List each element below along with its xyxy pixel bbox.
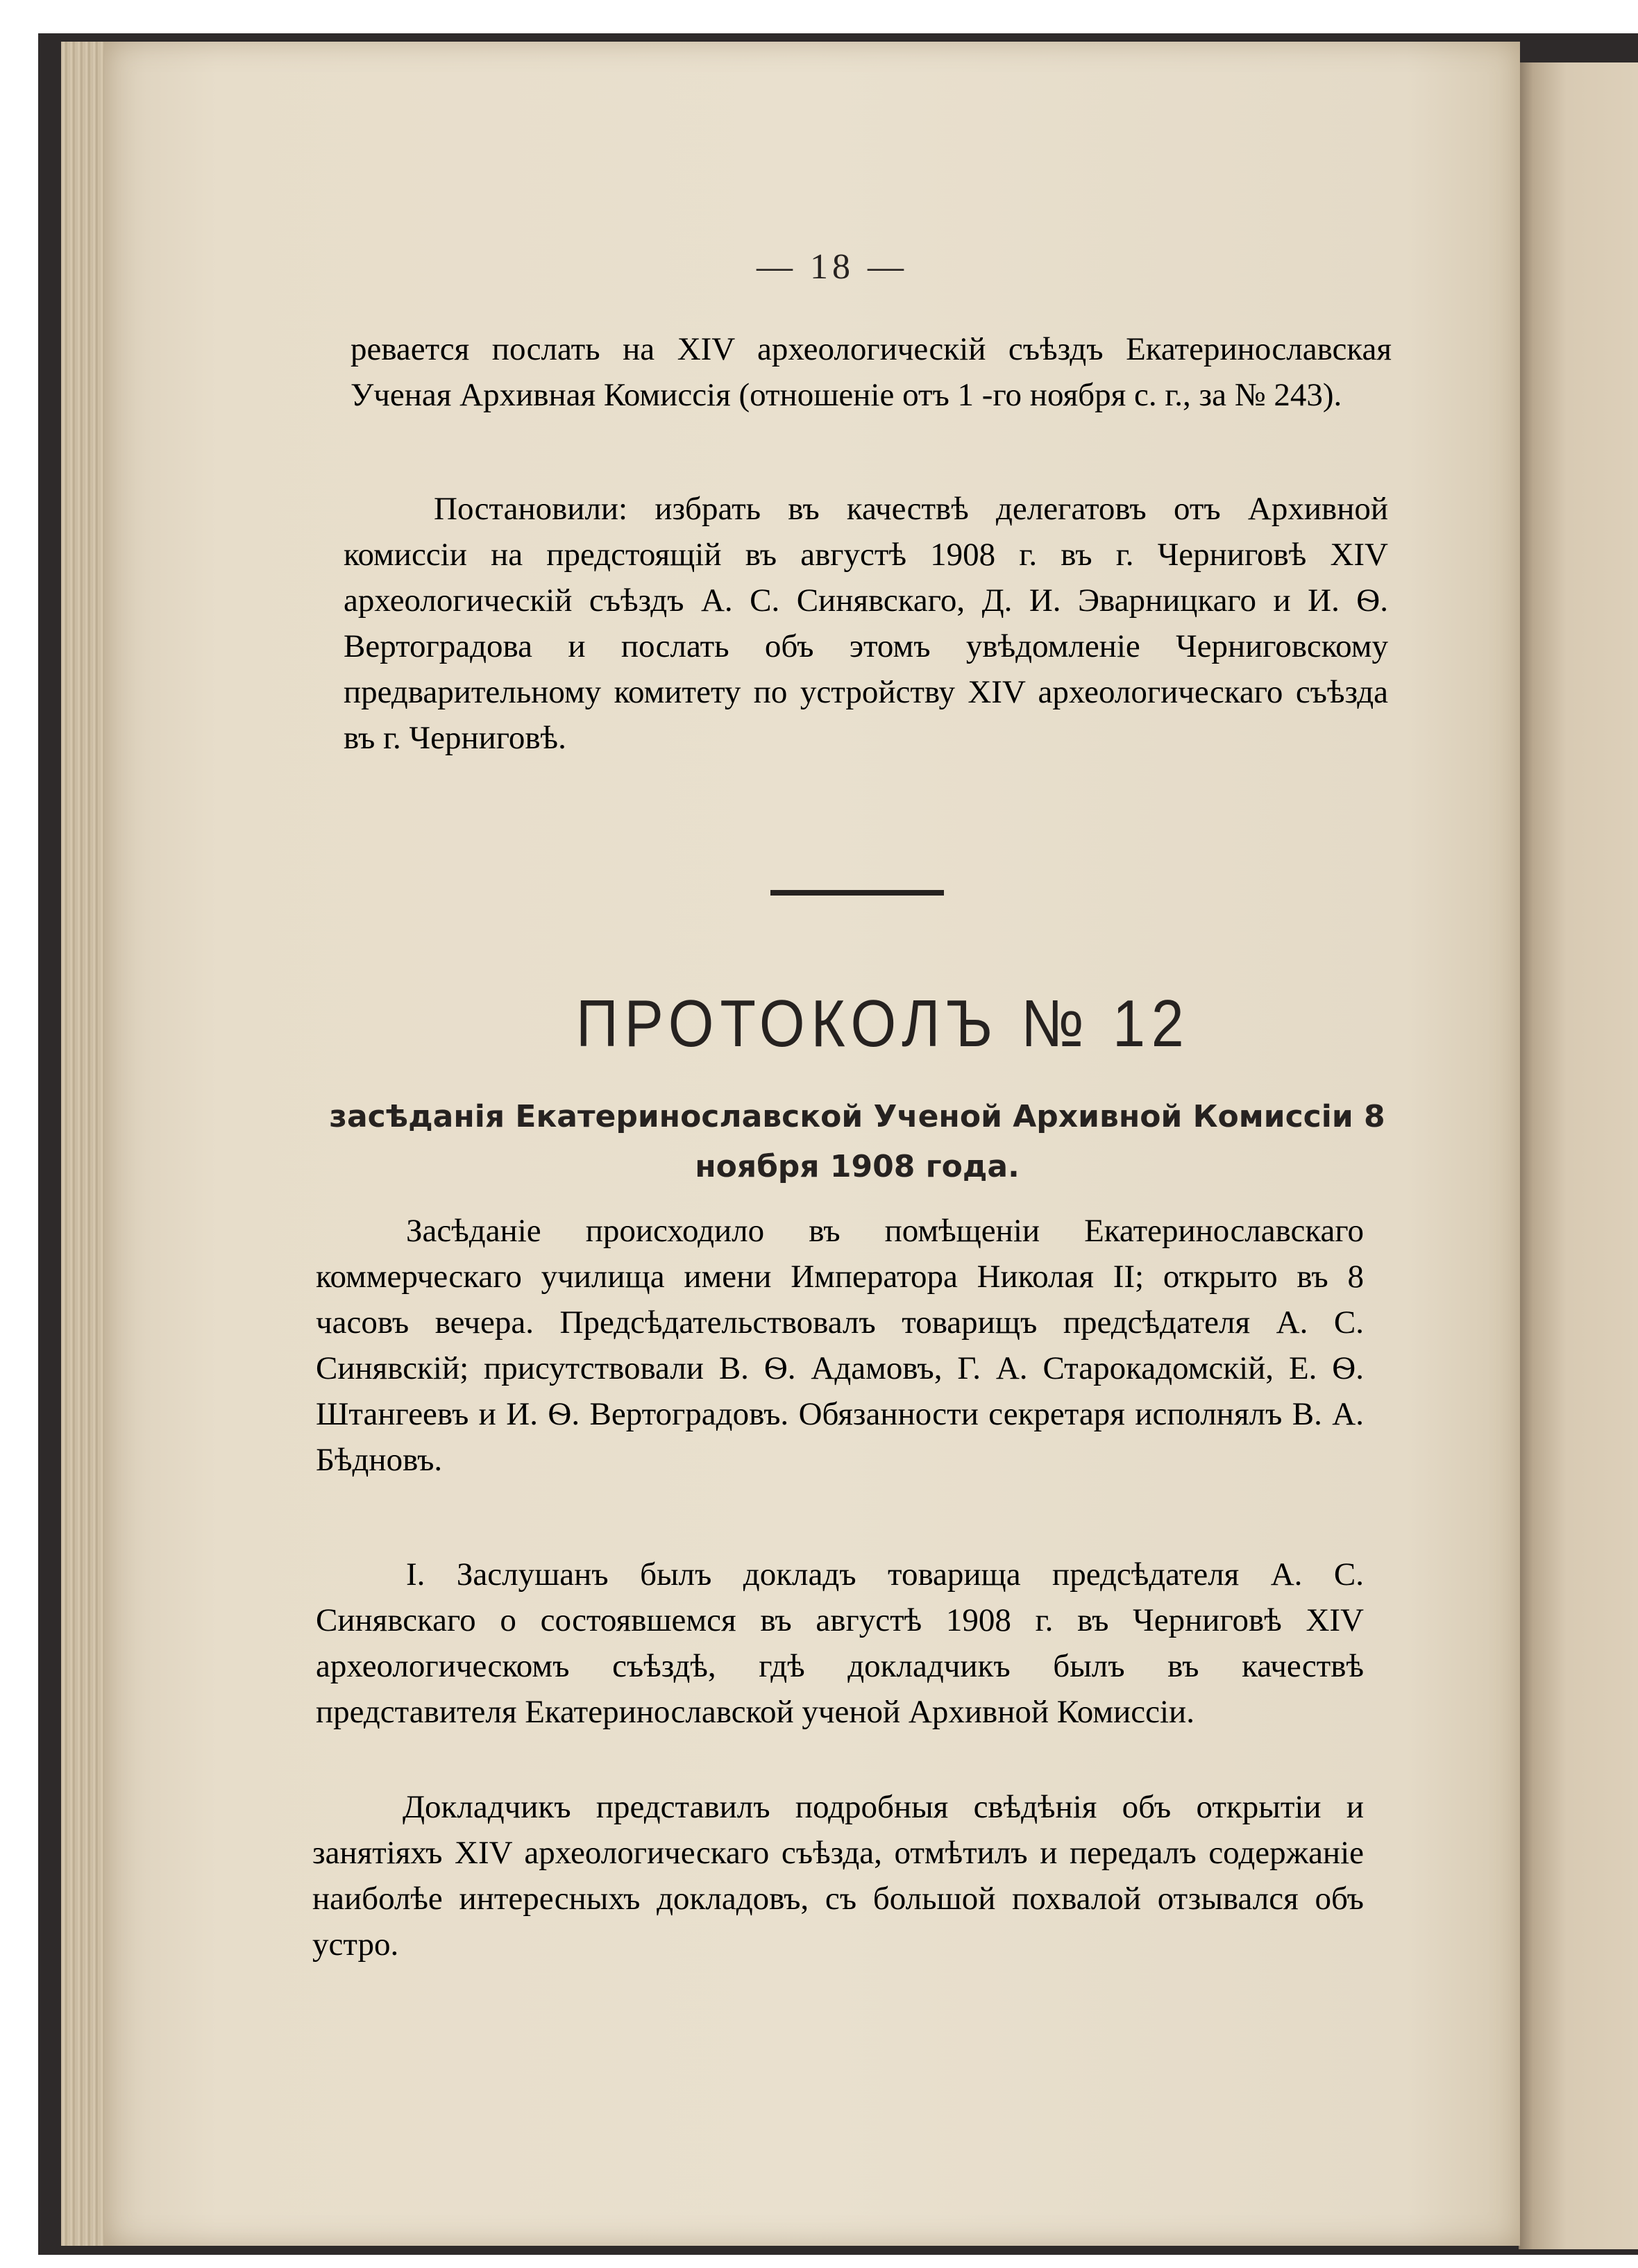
continuation-block <box>351 326 1392 418</box>
meeting-block <box>316 1208 1364 1483</box>
page-stack-edge <box>61 42 110 2246</box>
resolution-block <box>344 486 1388 761</box>
protocol-subtitle: засѣданія Екатеринославской Ученой Архивной Комиссіи 8 ноября 1908 года. <box>329 1099 1385 1184</box>
facing-page-edge <box>1519 62 1638 2249</box>
item-one-paragraph: I. Заслушанъ былъ докладъ товарища предсѣдателя А. С. Синявскаго о состоявшемся въ августѣ 1908 г. въ Черниговѣ XIV археологическомъ съѣздѣ, гдѣ докладчикъ былъ въ качествѣ представителя Екатеринославской ученой Архивной Комиссіи. <box>316 1556 1364 1730</box>
continuation-paragraph: ревается послать на XIV археологическій съѣздъ Екатеринославская Ученая Архивная Комиссія (отношеніе отъ 1 -го ноября с. г., за № 243). <box>351 331 1392 413</box>
resolution-paragraph: Постановили: избрать въ качествѣ делегатовъ отъ Архивной комиссіи на предстоящій въ августѣ 1908 г. въ г. Черниговѣ XIV археологическій съѣздъ А. С. Синявскаго, Д. И. Эварницкаго и И. Ѳ. Вертоградова и послать объ этомъ увѣдомленіе Черниговскому предварительному комитету по устройству XIV археологическаго съѣзда въ г. Черниговѣ. <box>344 491 1388 756</box>
protocol-title: ПРОТОКОЛЪ № 12 <box>576 986 1190 1061</box>
page-number: — 18 — <box>757 247 908 287</box>
reporter-block <box>312 1784 1364 1967</box>
reporter-paragraph: Докладчикъ представилъ подробныя свѣдѣнія объ открытіи и занятіяхъ XIV археологическаго съѣзда, отмѣтилъ и передалъ содержаніе наиболѣе интересныхъ докладовъ, съ большой похвалой отзывался объ устро. <box>312 1789 1364 1963</box>
item-one-block <box>316 1552 1364 1735</box>
meeting-paragraph: Засѣданіе происходило въ помѣщеніи Екатеринославскаго коммерческаго училища имени Императора Николая II; открыто въ 8 часовъ вечера. Предсѣдательствовалъ товарищъ предсѣдателя А. С. Синявскій; присутствовали В. Ѳ. Адамовъ, Г. А. Старокадомскій, Е. Ѳ. Штангеевъ и И. Ѳ. Вертоградовъ. Обязанности секретаря исполнялъ В. А. Бѣдновъ. <box>316 1213 1364 1478</box>
section-divider <box>770 890 944 896</box>
